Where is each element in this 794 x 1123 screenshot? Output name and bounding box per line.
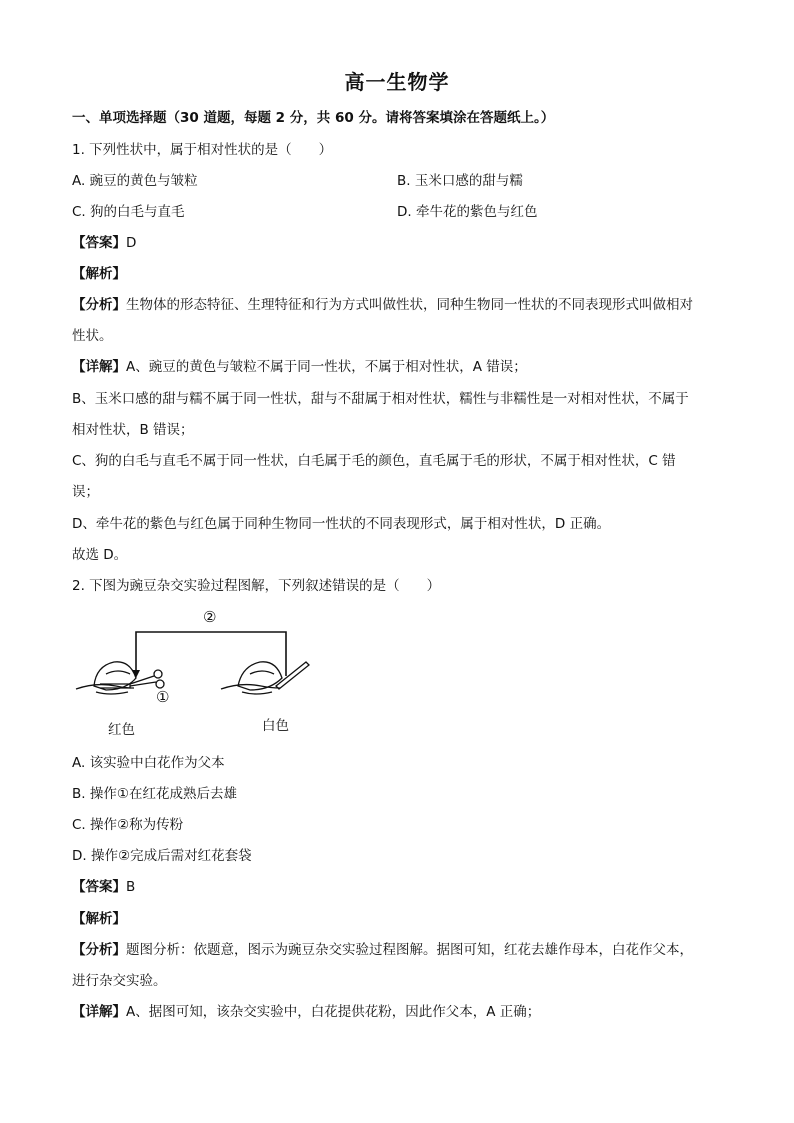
q2-fenxi-line2: 进行杂交实验。: [72, 973, 167, 989]
q1-option-c: C. 狗的白毛与直毛: [72, 204, 185, 220]
q1-stem: 1. 下列性状中，属于相对性状的是（ ）: [72, 142, 333, 158]
q1-analysis-label: 【解析】: [72, 266, 126, 282]
q2-option-c: C. 操作②称为传粉: [72, 817, 184, 833]
page-title: 高一生物学: [344, 70, 450, 94]
xiangjie-label: 【详解】: [72, 1004, 126, 1020]
red-flower-icon: [76, 662, 136, 694]
white-flower-icon: [221, 662, 282, 694]
section-header: 一、单项选择题（30 道题，每题 2 分，共 60 分。请将答案填涂在答题纸上。）: [72, 110, 555, 126]
q1-fenxi-line1: [72, 295, 724, 315]
answer-label: 【答案】: [72, 235, 126, 251]
q2-fenxi-line1: [72, 940, 724, 960]
q2-answer: [72, 877, 724, 897]
answer-value: B: [126, 879, 136, 895]
fenxi-text: 题图分析：依题意，图示为豌豆杂交实验过程图解。据图可知，红花去雄作母本，白花作父本，: [126, 942, 693, 958]
answer-value: D: [126, 235, 137, 251]
figure-step-2: ②: [203, 608, 217, 626]
q2-analysis-label: 【解析】: [72, 911, 126, 927]
cross-pollination-figure: [66, 604, 326, 744]
detail-a-text: A、豌豆的黄色与皱粒不属于同一性状，不属于相对性状，A 错误；: [126, 359, 527, 375]
q1-conclusion: 故选 D。: [72, 547, 128, 563]
fenxi-label: 【分析】: [72, 297, 126, 313]
xiangjie-label: 【详解】: [72, 359, 126, 375]
q2-option-d: D. 操作②完成后需对红花套袋: [72, 848, 252, 864]
fenxi-label: 【分析】: [72, 942, 126, 958]
figure-label-white: 白色: [262, 718, 289, 734]
q1-option-b: B. 玉米口感的甜与糯: [397, 173, 523, 189]
q1-answer: [72, 233, 724, 253]
q2-detail-a: [72, 1002, 724, 1022]
q2-stem: 2. 下图为豌豆杂交实验过程图解，下列叙述错误的是（ ）: [72, 578, 441, 594]
detail-a-text: A、据图可知，该杂交实验中，白花提供花粉，因此作父本，A 正确；: [126, 1004, 541, 1020]
q1-detail-d: D、牵牛花的紫色与红色属于同种生物同一性状的不同表现形式，属于相对性状，D 正确。: [72, 516, 611, 532]
q1-detail-b1: B、玉米口感的甜与糯不属于同一性状，甜与不甜属于相对性状，糯性与非糯性是一对相对性状，不属于: [72, 391, 689, 407]
q1-fenxi-line2: 性状。: [72, 328, 113, 344]
q1-detail-c2: 误；: [72, 484, 99, 500]
q2-option-b: B. 操作①在红花成熟后去雄: [72, 786, 237, 802]
q1-option-d: D. 牵牛花的紫色与红色: [397, 204, 538, 220]
fenxi-text: 生物体的形态特征、生理特征和行为方式叫做性状，同种生物同一性状的不同表现形式叫做相对: [126, 297, 693, 313]
q2-option-a: A. 该实验中白花作为父本: [72, 755, 225, 771]
figure-label-red: 红色: [108, 722, 135, 738]
q1-option-a: A. 豌豆的黄色与皱粒: [72, 173, 198, 189]
answer-label: 【答案】: [72, 879, 126, 895]
q1-detail-a: [72, 357, 724, 377]
q1-detail-b2: 相对性状，B 错误；: [72, 422, 194, 438]
q1-detail-c1: C、狗的白毛与直毛不属于同一性状，白毛属于毛的颜色，直毛属于毛的形状，不属于相对性状，C 错: [72, 453, 676, 469]
figure-step-1: ①: [156, 688, 170, 706]
